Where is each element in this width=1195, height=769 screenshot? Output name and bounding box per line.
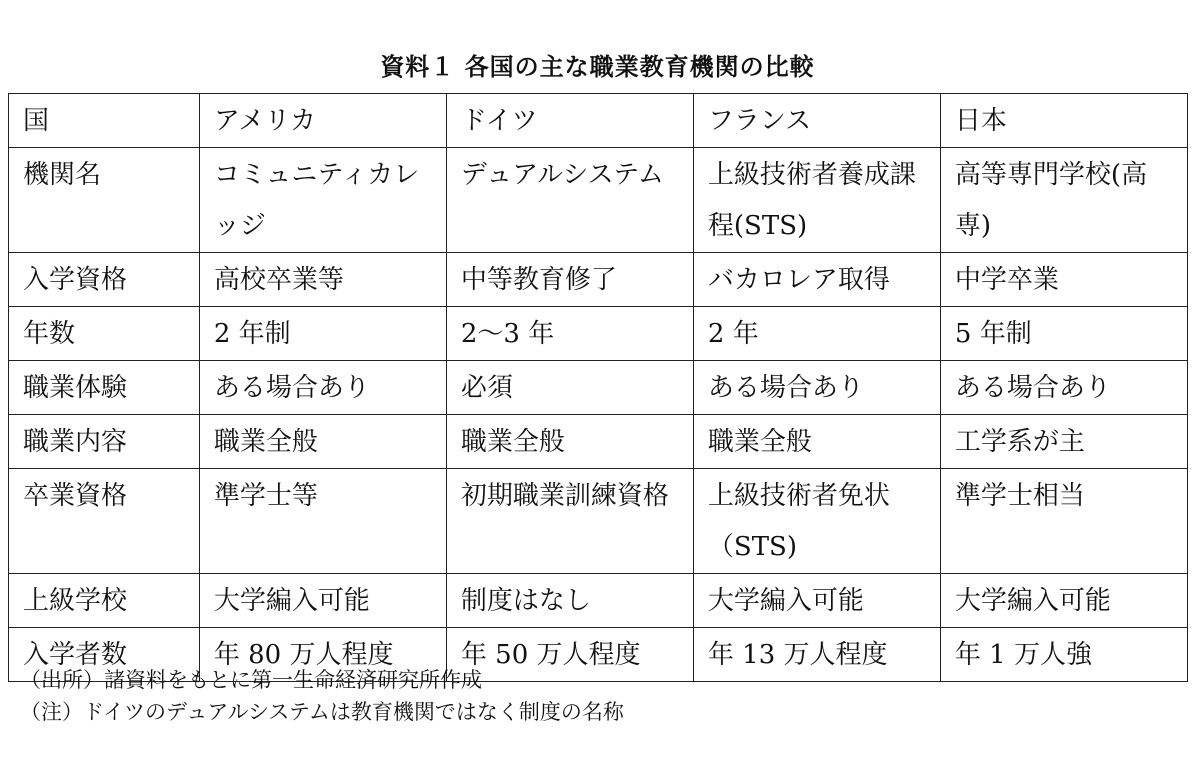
table-cell: 職業全般 [446,415,693,469]
header-cell-usa: アメリカ [199,94,446,148]
header-cell-france: フランス [693,94,940,148]
table-cell: 中等教育修了 [446,253,693,307]
row-label: 職業内容 [9,415,200,469]
table-cell: 2 年 [693,307,940,361]
table-cell: 職業全般 [693,415,940,469]
table-row [9,253,1188,307]
table-cell: 職業全般 [199,415,446,469]
table-row [9,307,1188,361]
footnotes [20,664,624,728]
table-cell: 初期職業訓練資格 [446,469,693,574]
table-cell: 2 年制 [199,307,446,361]
table-cell: 5 年制 [940,307,1187,361]
comparison-table [8,93,1188,682]
table-cell: 必須 [446,361,693,415]
row-label: 機関名 [9,148,200,253]
table-cell: 年 50 万人程度 [446,628,693,682]
row-label: 入学資格 [9,253,200,307]
table-row [9,361,1188,415]
table-cell: 年 13 万人程度 [693,628,940,682]
table-cell: 大学編入可能 [199,574,446,628]
row-label: 職業体験 [9,361,200,415]
table-cell: 準学士等 [199,469,446,574]
table-cell: 大学編入可能 [693,574,940,628]
row-label: 年数 [9,307,200,361]
table-cell: ある場合あり [940,361,1187,415]
source-note: （出所）諸資料をもとに第一生命経済研究所作成 [20,668,482,692]
table-cell: コミュニティカレッジ [199,148,446,253]
table-cell: 上級技術者養成課程(STS) [693,148,940,253]
document-title: 資料１ 各国の主な職業教育機関の比較 [380,53,815,81]
table-cell: 大学編入可能 [940,574,1187,628]
table-cell: 2～3 年 [446,307,693,361]
table-cell: ある場合あり [693,361,940,415]
row-label: 入学者数 [9,628,200,682]
table-cell: ある場合あり [199,361,446,415]
table-cell: 年 1 万人強 [940,628,1187,682]
row-label: 上級学校 [9,574,200,628]
table-cell: 年 80 万人程度 [199,628,446,682]
table-row [9,574,1188,628]
row-label: 卒業資格 [9,469,200,574]
table-row [9,469,1188,574]
table-cell: 上級技術者免状（STS) [693,469,940,574]
table-cell: 準学士相当 [940,469,1187,574]
table-cell: デュアルシステム [446,148,693,253]
header-cell-japan: 日本 [940,94,1187,148]
explanatory-note: （注）ドイツのデュアルシステムは教育機関ではなく制度の名称 [20,700,624,724]
table-row [9,415,1188,469]
table-cell: 工学系が主 [940,415,1187,469]
table-cell: 高校卒業等 [199,253,446,307]
header-cell-country: 国 [9,94,200,148]
table-header-row [9,94,1188,148]
table-row [9,148,1188,253]
table-cell: バカロレア取得 [693,253,940,307]
header-cell-germany: ドイツ [446,94,693,148]
table-cell: 中学卒業 [940,253,1187,307]
table-cell: 制度はなし [446,574,693,628]
table-cell: 高等専門学校(高専) [940,148,1187,253]
